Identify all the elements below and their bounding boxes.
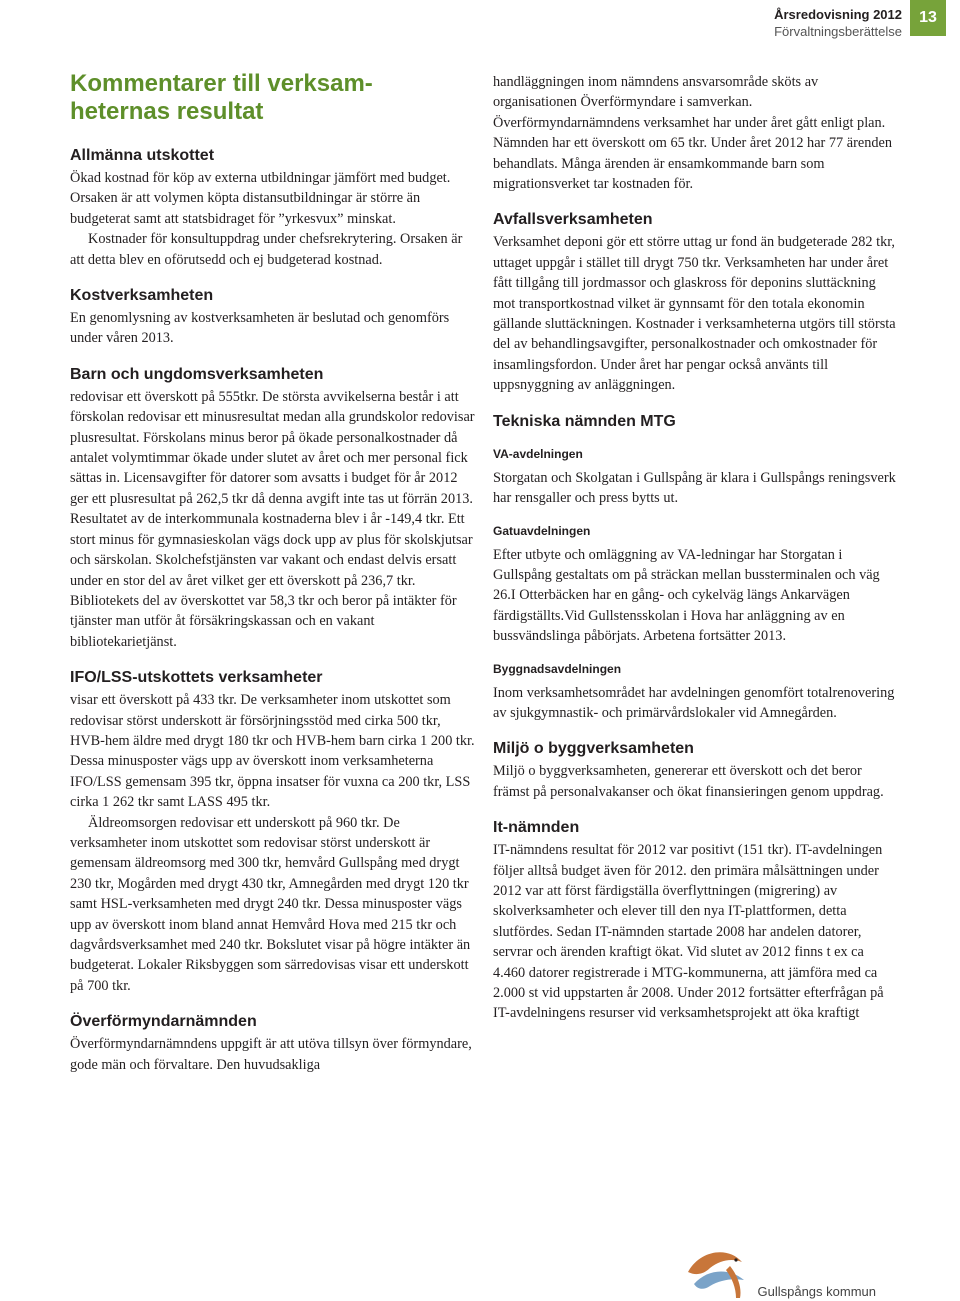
section-tekniska xyxy=(493,412,898,724)
heading-miljo: Miljö o byggverksamheten xyxy=(493,740,694,758)
heading-barn: Barn och ungdomsverksamheten xyxy=(70,365,324,383)
paragraph: Äldreomsorgen redovisar ett underskott på 960 tkr. De verksamheter inom utskottet som redovisar störst underskott är gemensam äldreomsorg med 300 tkr, hemvård Gullspång med drygt 230 tkr, Mogården med drygt 430 tkr, Amnegården med drygt 120 tkr samt HSL-verksamheten med drygt 240 tkr. Dessa minusposter vägs upp av överskott inom bland annat Hemvård Hova med 215 tkr och dagvårdsverksamhet med 240 tkr. Bokslutet visar på högre intäkter än budgeterat. Lokaler Riksbyggen som särredovisas visar ett underskott på 700 tkr. xyxy=(70,814,471,994)
section-kost xyxy=(70,286,475,349)
section-allmanna xyxy=(70,146,475,270)
paragraph: IT-nämndens resultat för 2012 var positivt (151 tkr). IT-avdelningen följer alltså budget även för 2012. den primära målsättningen under 2012 var att först färdigställa överflyttningen (migrering) av skolverksamheter och elever till den nya IT-plattformen, detta slutfördes. Sedan IT-nämnden startade 2008 har andelen datorer, servrar och ärenden kraftigt ökat. Vid slutet av 2012 finns t ex ca 4.460 datorer registrerade i MTG-kommunerna, att jämföra med ca 2.000 st vid uppstarten år 2008. Under 2012 fortsätter efterfrågan på IT-avdelningens resurser vid verksamhetsprojekt att öka kraftigt xyxy=(493,842,884,1022)
page-title-line1: Kommentarer till verksam- xyxy=(70,70,373,97)
heading-tekniska: Tekniska nämnden MTG xyxy=(493,412,676,430)
section-miljo xyxy=(493,739,898,802)
page-title xyxy=(70,70,475,126)
section-ifo xyxy=(70,668,475,996)
page-title-line2: heternas resultat xyxy=(70,98,264,125)
subheading-bygg: Byggnadsavdelningen xyxy=(493,661,622,676)
heading-avfall: Avfallsverksamheten xyxy=(493,211,653,229)
right-column xyxy=(493,72,898,1040)
page-header xyxy=(774,6,902,40)
paragraph: Storgatan och Skolgatan i Gullspång är klara i Gullspångs reningsverk har rensgaller och press bytts ut. xyxy=(493,469,896,507)
salmon-logo-icon xyxy=(680,1232,750,1300)
heading-allmanna: Allmänna utskottet xyxy=(70,147,215,164)
paragraph: Kostnader för konsultuppdrag under chefsrekrytering. Orsaken är att detta blev en oförutsedd och ej budgeterad kostnad. xyxy=(70,231,463,268)
heading-it: It-nämnden xyxy=(493,819,580,837)
footer-brand: Gullspångs kommun xyxy=(757,1284,876,1299)
paragraph: Efter utbyte och omläggning av VA-ledningar har Storgatan i Gullspång gestaltats om på sträckan mellan bussterminalen och väg 26.I Otterbäcken har en gång- och cykelväg längs Ankarvägen färdigställts.Vid Gullstensskolan i Hova har anläggning av en bussvändslinga påbörjats. Arbetena fortsätter 2013. xyxy=(493,546,880,645)
paragraph: Miljö o byggverksamheten, genererar ett överskott och det beror främst på personalvakanser och ökat finansieringen genom uppdrag. xyxy=(493,763,884,800)
paragraph: En genomlysning av kostverksamheten är beslutad och genomförs under våren 2013. xyxy=(70,310,450,347)
section-barn xyxy=(70,365,475,652)
section-overformyndar xyxy=(70,1012,475,1075)
heading-overformyndar: Överförmyndarnämnden xyxy=(70,1013,257,1031)
section-title: Förvaltningsberättelse xyxy=(774,24,902,39)
paragraph: Ökad kostnad för köp av externa utbildningar jämfört med budget. Orsaken är att volymen köpta distansutbildningar är större än budgeterat samt att statsbidraget för ”yrkesvux” minskat. xyxy=(70,170,451,227)
section-overformyndar-cont xyxy=(493,72,898,194)
paragraph: Överförmyndarnämndens uppgift är att utöva tillsyn över förmyndare, gode män och förvaltare. Den huvudsakliga xyxy=(70,1036,472,1073)
paragraph: handläggningen inom nämndens ansvarsområde sköts av organisationen Överförmyndare i samverkan. Överförmyndarnämndens verksamhet har under året gått enligt plan. Nämnden har ett överskott om 65 tkr. Under året 2012 har 77 ärenden behandlats. Många ärenden är ensamkommande barn som migrationsverket tar kostnaden för. xyxy=(493,74,893,193)
paragraph: visar ett överskott på 433 tkr. De verksamheter inom utskottet som redovisar störst underskott är försörjningsstöd med cirka 500 tkr, HVB-hem äldre med drygt 180 tkr och HVB-hem barn cirka 1 200 tkr. Dessa minusposter vägs upp av överskott inom verksamheterna IFO/LSS gemensam 395 tkr, öppna insatser för vuxna ca 200 tkr, LSS cirka 1 262 tkr samt LASS 495 tkr. xyxy=(70,692,475,811)
heading-ifo: IFO/LSS-utskottets verksamheter xyxy=(70,669,323,687)
section-avfall xyxy=(493,210,898,395)
section-it xyxy=(493,818,898,1024)
subheading-gata: Gatuavdelningen xyxy=(493,523,591,538)
paragraph: redovisar ett överskott på 555tkr. De största avvikelserna består i att förskolan redovisar ett minusresultat medan alla grundskolor redovisar plusresultat. Förskolans minus beror på ökade personalkostnader då antalet volymtimmar ökade under slutet av året och mer personal fick sättas in. Licensavgifter för datorer som avsatts i budget för år 2012 ger ett plusresultat på 262,5 tkr då denna avgift inte tas ut förrän 2013. Resultatet av de interkommunala kostnaderna blev i år -149,4 tkr. Ett stort minus för gymnasieskolan vägs dock upp av plus för skolskjutsar och särskolan. Skolchefstjänsten var vakant och endast delvis ersatt under en stor del av året vilket ger ett överskott på 236,7 tkr. Bibliotekets del av överskottet var 58,3 tkr och beror på intäkter för tjänster man utför åt försäkringskassan och en vakant bibliotekarietjänst. xyxy=(70,388,475,650)
page-number-badge: 13 xyxy=(910,0,946,36)
heading-kost: Kostverksamheten xyxy=(70,287,214,305)
subheading-va: VA-avdelningen xyxy=(493,446,583,461)
paragraph: Inom verksamhetsområdet har avdelningen genomfört totalrenovering av sjukgymnastik- och primärvårdslokaler vid Amnegården. xyxy=(493,684,895,721)
paragraph: Verksamhet deponi gör ett större uttag ur fond än budgeterade 282 tkr, uttaget uppgår i stället till drygt 750 tkr. Verksamheten har under året fått tillgång till jordmassor och glaskross för deponins sluttäckning mot transportkostnad vilket är gynnsamt för den totala ekonomin gällande sluttäckningen. Kostnader i verksamheterna utgörs till största del av behandlingsavgifter, personalkostnader och omkostnader för insamlingsfordon. Under året har pengar också använts till uppsnyggning av anläggningen. xyxy=(493,234,896,394)
report-title: Årsredovisning 2012 xyxy=(774,7,902,22)
left-column xyxy=(70,70,475,1091)
